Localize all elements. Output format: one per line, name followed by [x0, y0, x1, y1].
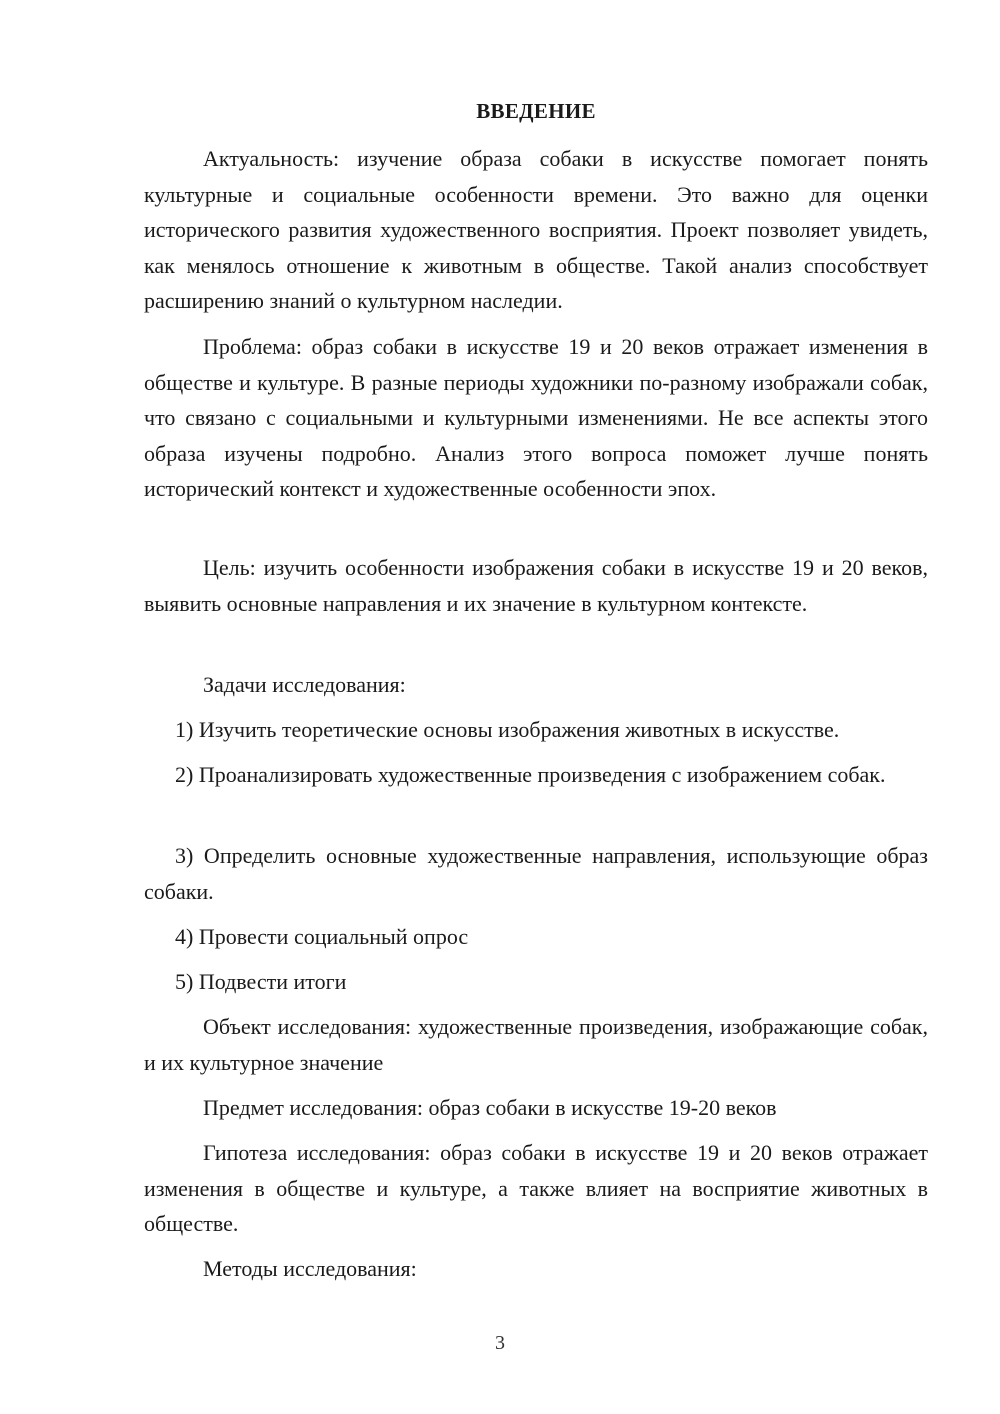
paragraph-object: Объект исследования: художественные произведения, изображающие собак, и их культурное значение	[144, 1014, 928, 1075]
paragraph-subject: Предмет исследования: образ собаки в искусстве 19-20 веков	[203, 1095, 777, 1120]
list-item-task-5: 5) Подвести итоги	[175, 969, 347, 994]
paragraph-relevance: Актуальность: изучение образа собаки в искусстве помогает понять культурные и социальные особенности времени. Это важно для оценки исторического развития художественного восприятия. Проект позволяет увидеть, как менялось отношение к животным в обществе. Такой анализ способствует расширению знаний о культурном наследии.	[144, 146, 928, 313]
list-item-task-1: 1) Изучить теоретические основы изображения животных в искусстве.	[175, 717, 840, 742]
paragraph-goal: Цель: изучить особенности изображения собаки в искусстве 19 и 20 веков, выявить основные направления и их значение в культурном контексте.	[144, 555, 928, 616]
page-title: ВВЕДЕНИЕ	[476, 99, 596, 123]
paragraph-hypothesis: Гипотеза исследования: образ собаки в искусстве 19 и 20 веков отражает изменения в обществе и культуре, а также влияет на восприятие животных в обществе.	[144, 1140, 928, 1236]
list-item-task-2: 2) Проанализировать художественные произведения с изображением собак.	[175, 762, 886, 787]
paragraph-tasks-heading: Задачи исследования:	[203, 672, 406, 697]
paragraph-methods-heading: Методы исследования:	[203, 1256, 417, 1281]
list-item-task-3: 3) Определить основные художественные направления, использующие образ собаки.	[144, 843, 928, 904]
page-number: 3	[495, 1332, 505, 1354]
list-item-task-4: 4) Провести социальный опрос	[175, 924, 469, 949]
paragraph-problem: Проблема: образ собаки в искусстве 19 и 20 веков отражает изменения в обществе и культуре. В разные периоды художники по-разному изображали собак, что связано с социальными и культурными изменениями. Не все аспекты этого образа изучены подробно. Анализ этого вопроса поможет лучше понять исторический контекст и художественные особенности эпох.	[144, 334, 928, 501]
